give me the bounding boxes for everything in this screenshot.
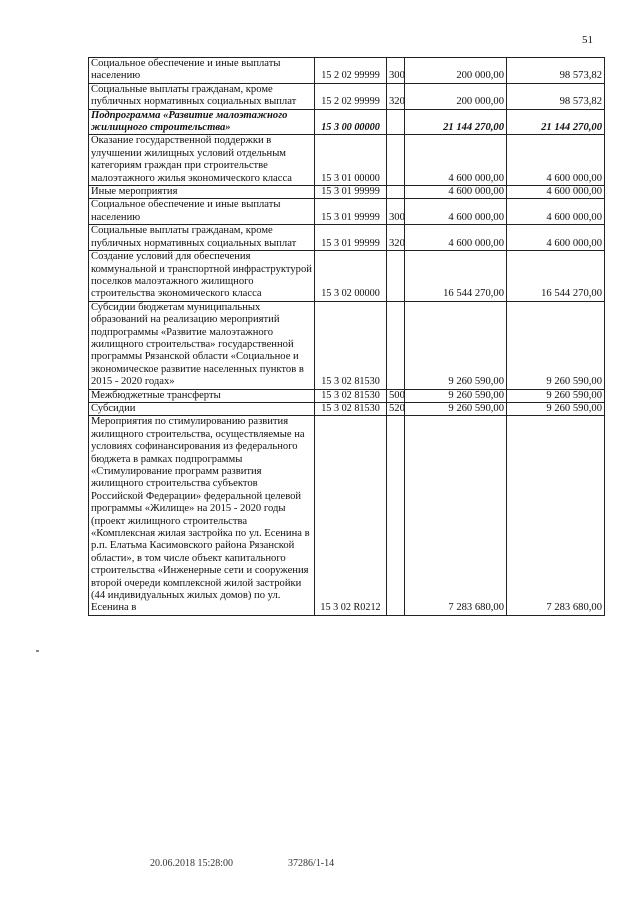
budget-table (88, 57, 605, 616)
row-sum-2018-cell: 16 544 270,00 (405, 251, 507, 302)
row-vr-cell (387, 301, 405, 389)
row-sum-2018-cell: 4 600 000,00 (405, 199, 507, 225)
row-vr-cell (387, 416, 405, 616)
row-vr-cell: 500 (387, 389, 405, 402)
table-row (89, 58, 605, 84)
row-vr-cell: 300 (387, 199, 405, 225)
table-row (89, 109, 605, 135)
row-code-cell: 15 3 02 81530 (315, 389, 387, 402)
row-sum-2018-cell: 9 260 590,00 (405, 389, 507, 402)
row-code-cell: 15 3 02 81530 (315, 301, 387, 389)
row-name-cell: Иные мероприятия (89, 186, 315, 199)
row-sum-2018-cell: 21 144 270,00 (405, 109, 507, 135)
row-code-cell: 15 2 02 99999 (315, 58, 387, 84)
table-row (89, 186, 605, 199)
row-code-cell: 15 3 01 99999 (315, 225, 387, 251)
table-row (89, 402, 605, 415)
row-sum-executed-cell: 98 573,82 (507, 83, 605, 109)
row-name-cell: Социальные выплаты гражданам, кроме публичных нормативных социальных выплат (89, 225, 315, 251)
row-vr-cell: 520 (387, 402, 405, 415)
row-vr-cell: 320 (387, 83, 405, 109)
row-code-cell: 15 3 01 00000 (315, 135, 387, 186)
row-sum-2018-cell: 9 260 590,00 (405, 402, 507, 415)
row-name-cell: Социальное обеспечение и иные выплаты населению (89, 199, 315, 225)
row-sum-2018-cell: 200 000,00 (405, 83, 507, 109)
budget-table-body (89, 58, 605, 616)
table-row (89, 251, 605, 302)
footer-datetime: 20.06.2018 15:28:00 (150, 858, 234, 869)
row-name-cell: Оказание государственной поддержки в улучшении жилищных условий отдельным категориям граждан при строительстве малоэтажного жилья экономического класса (89, 135, 315, 186)
row-sum-2018-cell: 7 283 680,00 (405, 416, 507, 616)
row-sum-2018-cell: 4 600 000,00 (405, 135, 507, 186)
row-sum-executed-cell: 4 600 000,00 (507, 199, 605, 225)
row-vr-cell (387, 186, 405, 199)
row-sum-executed-cell: 98 573,82 (507, 58, 605, 84)
table-row (89, 301, 605, 389)
row-sum-2018-cell: 200 000,00 (405, 58, 507, 84)
page-number: 51 (582, 34, 593, 46)
row-vr-cell: 320 (387, 225, 405, 251)
row-name-cell: Социальное обеспечение и иные выплаты населению (89, 58, 315, 84)
row-name-cell: Мероприятия по стимулированию развития жилищного строительства, осуществляемые на условиях софинансирования из федерального бюджета в рамках подпрограммы «Стимулирование программ развития жилищного строительства субъектов Российской Федерации» федеральной целевой программы «Жилище» на 2015 - 2020 годы (проект жилищного строительства «Комплексная жилая застройка по ул. Есенина в р.п. Елатьма Касимовского района Рязанской области», в том числе объект капитального строительства «Инженерные сети и сооружения второй очереди комплексной жилой застройки (44 индивидуальных жилых домов) по ул. Есенина в (89, 416, 315, 616)
row-name-cell: Подпрограмма «Развитие малоэтажного жилищного строительства» (89, 109, 315, 135)
row-name-cell: Социальные выплаты гражданам, кроме публичных нормативных социальных выплат (89, 83, 315, 109)
row-vr-cell (387, 251, 405, 302)
table-row (89, 83, 605, 109)
table-row (89, 389, 605, 402)
row-sum-2018-cell: 4 600 000,00 (405, 225, 507, 251)
row-code-cell: 15 3 01 99999 (315, 186, 387, 199)
row-sum-executed-cell: 4 600 000,00 (507, 135, 605, 186)
row-code-cell: 15 3 02 81530 (315, 402, 387, 415)
row-name-cell: Субсидии бюджетам муниципальных образований на реализацию мероприятий подпрограммы «Развитие малоэтажного жилищного строительства» государственной программы Рязанской области «Социальное и экономическое развитие населенных пунктов в 2015 - 2020 годах» (89, 301, 315, 389)
row-sum-executed-cell: 16 544 270,00 (507, 251, 605, 302)
row-code-cell: 15 2 02 99999 (315, 83, 387, 109)
row-sum-executed-cell: 4 600 000,00 (507, 225, 605, 251)
footer-doc-number: 37286/1-14 (288, 858, 335, 869)
row-code-cell: 15 3 02 R0212 (315, 416, 387, 616)
row-vr-cell (387, 135, 405, 186)
row-sum-2018-cell: 4 600 000,00 (405, 186, 507, 199)
row-sum-executed-cell: 21 144 270,00 (507, 109, 605, 135)
row-name-cell: Межбюджетные трансферты (89, 389, 315, 402)
row-code-cell: 15 3 01 99999 (315, 199, 387, 225)
row-name-cell: Создание условий для обеспечения коммунальной и транспортной инфраструктурой поселков малоэтажного жилищного строительства экономического класса (89, 251, 315, 302)
row-code-cell: 15 3 00 00000 (315, 109, 387, 135)
table-row (89, 199, 605, 225)
row-code-cell: 15 3 02 00000 (315, 251, 387, 302)
row-sum-executed-cell: 9 260 590,00 (507, 301, 605, 389)
table-row (89, 416, 605, 616)
row-vr-cell (387, 109, 405, 135)
margin-mark (36, 650, 39, 652)
table-row (89, 135, 605, 186)
row-vr-cell: 300 (387, 58, 405, 84)
row-sum-executed-cell: 9 260 590,00 (507, 402, 605, 415)
row-sum-2018-cell: 9 260 590,00 (405, 301, 507, 389)
table-row (89, 225, 605, 251)
row-sum-executed-cell: 4 600 000,00 (507, 186, 605, 199)
row-sum-executed-cell: 7 283 680,00 (507, 416, 605, 616)
row-sum-executed-cell: 9 260 590,00 (507, 389, 605, 402)
row-name-cell: Субсидии (89, 402, 315, 415)
